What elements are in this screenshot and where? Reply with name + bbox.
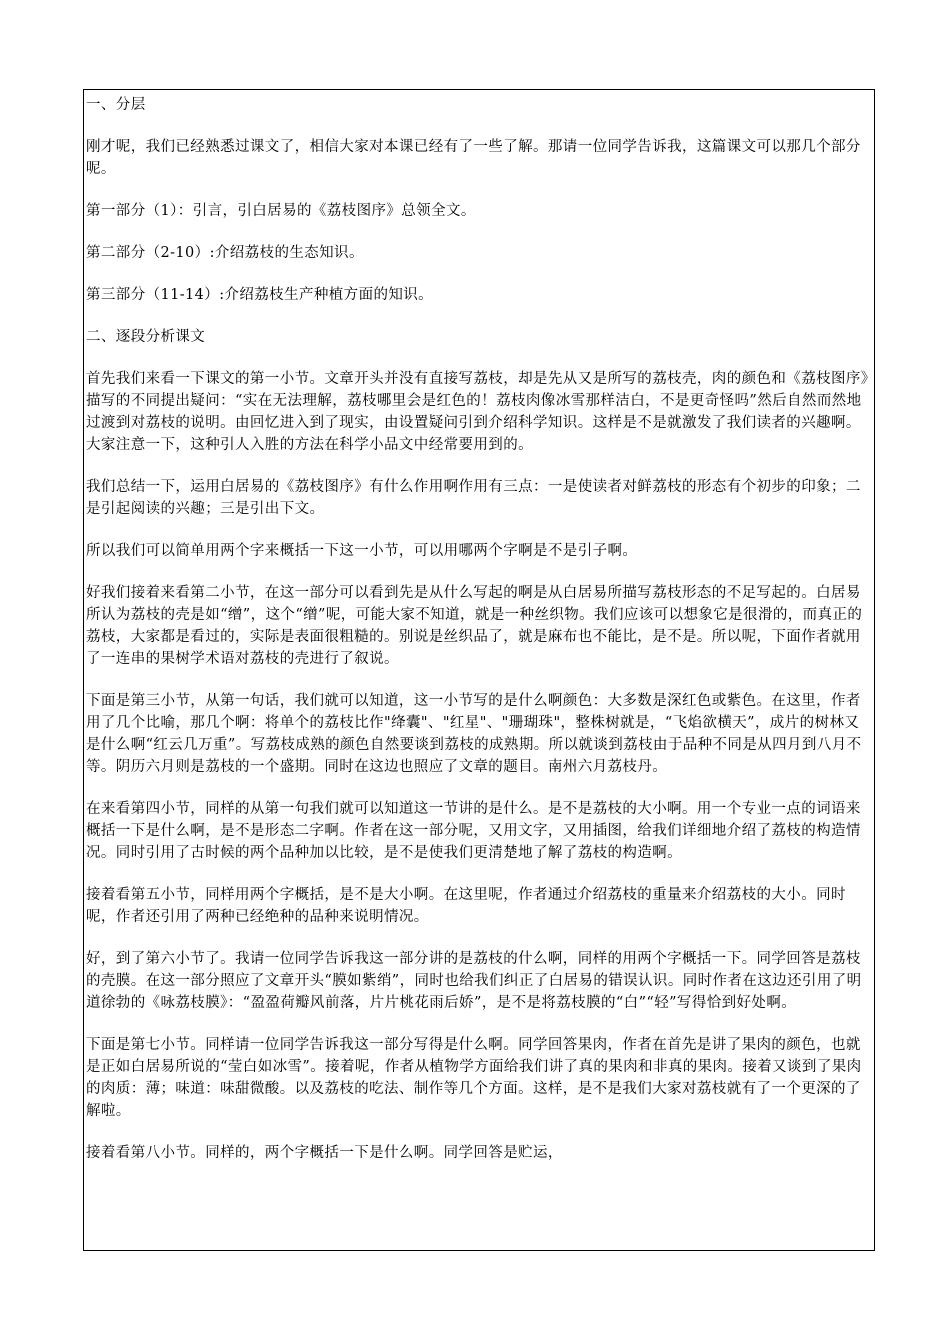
paragraph-section-seven: 下面是第七小节。同样请一位同学告诉我这一部分写得是什么啊。同学回答果肉，作者在首先是讲了果肉的颜色，也就是正如白居易所说的“莹白如冰雪”。接着呢，作者从植物学方面给我们讲了真的果肉和非真的果肉。接着又谈到了果肉的肉质：薄；味道：味甜微酸。以及荔枝的吃法、制作等几个方面。这样，是不是我们大家对荔枝就有了一个更深的了解啦。 <box>86 1037 862 1119</box>
paragraph-section-six: 好，到了第六小节了。我请一位同学告诉我这一部分讲的是荔枝的什么啊，同样的用两个字概括一下。同学回答是荔枝的壳膜。在这一部分照应了文章开头“膜如紫绡”，同时也给我们纠正了白居易的错误认识。同时作者在这边还引用了明道徐勃的《咏荔枝膜》：“盈盈荷瓣风前落，片片桃花雨后娇”，是不是将荔枝膜的“白”“轻”写得恰到好处啊。 <box>86 951 862 1011</box>
paragraph-part-one: 第一部分（1）：引言，引白居易的《荔枝图序》总领全文。 <box>86 203 476 219</box>
table-cell-frame <box>83 89 875 1251</box>
document-body <box>86 94 872 1164</box>
paragraph-section-three: 下面是第三小节，从第一句话，我们就可以知道，这一小节写的是什么啊颜色：大多数是深红色或紫色。在这里，作者用了几个比喻，那几个啊：将单个的荔枝比作"绛囊"、"红星"、"珊瑚珠"，整株树就是，“飞焰欲横天”，成片的树林又是什么啊“红云几万重”。写荔枝成熟的颜色自然要谈到荔枝的成熟期。所以就谈到荔枝由于品种不同是从四月到八月不等。阴历六月则是荔枝的一个盛期。同时在这边也照应了文章的题目。南州六月荔枝丹。 <box>86 693 862 775</box>
paragraph-section-one: 首先我们来看一下课文的第一小节。文章开头并没有直接写荔枝，却是先从又是所写的荔枝壳，肉的颜色和《荔枝图序》描写的不同提出疑问：“实在无法理解，荔枝哪里会是红色的！荔枝肉像冰雪那样洁白，不是更奇怪吗”然后自然而然地过渡到对荔枝的说明。由回忆进入到了现实，由设置疑问引到介绍科学知识。这样是不是就激发了我们读者的兴趣啊。大家注意一下，这种引人入胜的方法在科学小品文中经常要用到的。 <box>86 371 869 453</box>
paragraph-intro: 刚才呢，我们已经熟悉过课文了，相信大家对本课已经有了一些了解。那请一位同学告诉我，这篇课文可以那几个部分呢。 <box>86 139 861 177</box>
paragraph-section-four: 在来看第四小节，同样的从第一句我们就可以知道这一节讲的是什么。是不是荔枝的大小啊。用一个专业一点的词语来概括一下是什么啊，是不是形态二字啊。作者在这一部分呢，又用文字，又用插图，给我们详细地介绍了荔枝的构造情况。同时引用了古时候的两个品种加以比较，是不是使我们更清楚地了解了荔枝的构造啊。 <box>86 801 861 861</box>
section-heading-analysis: 二、逐段分析课文 <box>86 329 206 345</box>
paragraph-section-five: 接着看第五小节，同样用两个字概括，是不是大小啊。在这里呢，作者通过介绍荔枝的重量来介绍荔枝的大小。同时呢，作者还引用了两种已经绝种的品种来说明情况。 <box>86 887 846 925</box>
paragraph-part-three: 第三部分（11-14）:介绍荔枝生产种植方面的知识。 <box>86 287 434 303</box>
paragraph-section-two: 好我们接着来看第二小节，在这一部分可以看到先是从什么写起的啊是从白居易所描写荔枝形态的不足写起的。白居易所认为荔枝的壳是如“缯”，这个“缯”呢，可能大家不知道，就是一种丝织物。我们应该可以想象它是很滑的，而真正的荔枝，大家都是看过的，实际是表面很粗糙的。别说是丝织品了，就是麻布也不能比，是不是。所以呢，下面作者就用了一连串的果树学术语对荔枝的壳进行了叙说。 <box>86 585 863 667</box>
paragraph-summary: 我们总结一下，运用白居易的《荔枝图序》有什么作用啊作用有三点：一是使读者对鲜荔枝的形态有个初步的印象；二是引起阅读的兴趣；三是引出下文。 <box>86 479 861 517</box>
paragraph-part-two: 第二部分（2-10）:介绍荔枝的生态知识。 <box>86 245 364 261</box>
paragraph-section-eight: 接着看第八小节。同样的，两个字概括一下是什么啊。同学回答是贮运， <box>86 1145 563 1161</box>
paragraph-yinzi: 所以我们可以简单用两个字来概括一下这一小节，可以用哪两个字啊是不是引子啊。 <box>86 543 638 559</box>
section-heading-layering: 一、分层 <box>86 97 146 113</box>
